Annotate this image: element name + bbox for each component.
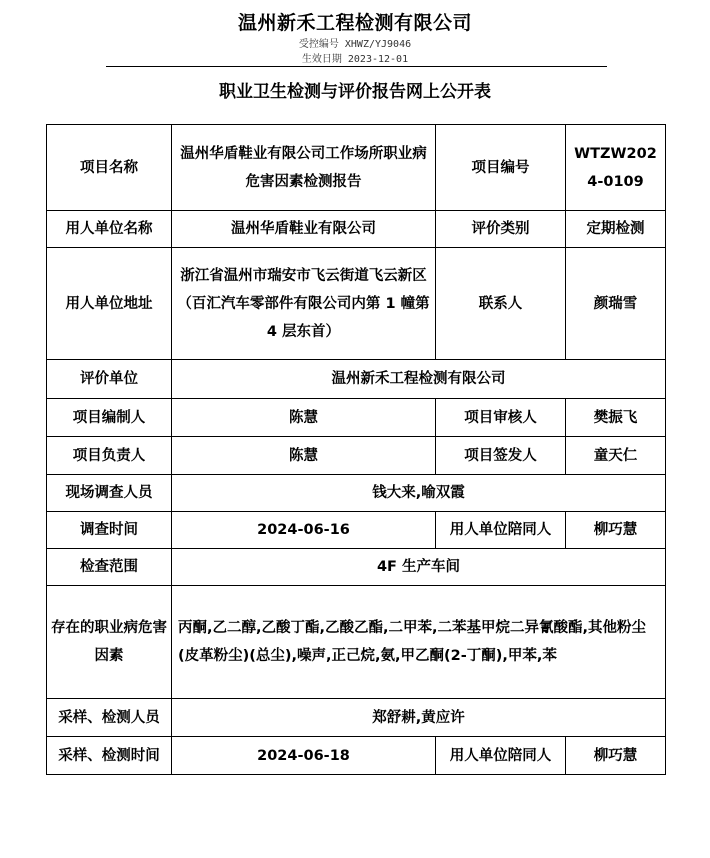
- companion-value: 柳巧慧: [566, 512, 666, 549]
- hazards-label: 存在的职业病危害因素: [47, 586, 172, 699]
- survey-time-value: 2024-06-16: [172, 512, 436, 549]
- table-row: [47, 125, 666, 211]
- table-row: [47, 211, 666, 248]
- table-row: [47, 437, 666, 475]
- contact-value: 颜瑞雪: [566, 248, 666, 360]
- project-name-label: 项目名称: [47, 125, 172, 211]
- company-name: 温州新禾工程检测有限公司: [237, 12, 472, 34]
- surveyors-label: 现场调查人员: [47, 475, 172, 512]
- samplers-label: 采样、检测人员: [47, 699, 172, 737]
- signer-value: 童天仁: [566, 437, 666, 475]
- effective-date: 生效日期 2023-12-01: [301, 54, 409, 65]
- samplers-value: 郑舒耕,黄应许: [172, 699, 666, 737]
- companion2-value: 柳巧慧: [566, 737, 666, 775]
- scope-label: 检查范围: [47, 549, 172, 586]
- reviewer-label: 项目审核人: [436, 399, 566, 437]
- address-value: 浙江省温州市瑞安市飞云街道飞云新区（百汇汽车零部件有限公司内第 1 幢第 4 层东首）: [172, 248, 436, 360]
- survey-time-label: 调查时间: [47, 512, 172, 549]
- table-row: [47, 586, 666, 699]
- scope-value: 4F 生产车间: [172, 549, 666, 586]
- sample-time-value: 2024-06-18: [172, 737, 436, 775]
- eval-type-label: 评价类别: [436, 211, 566, 248]
- table-row: [47, 360, 666, 399]
- table-row: [47, 512, 666, 549]
- reviewer-value: 樊振飞: [566, 399, 666, 437]
- table-row: [47, 399, 666, 437]
- leader-label: 项目负责人: [47, 437, 172, 475]
- companion2-label: 用人单位陪同人: [436, 737, 566, 775]
- eval-type-value: 定期检测: [566, 211, 666, 248]
- header-divider: [106, 66, 607, 67]
- table-row: [47, 737, 666, 775]
- control-number: 受控编号 XHWZ/YJ9046: [298, 39, 412, 50]
- project-name-value: 温州华盾鞋业有限公司工作场所职业病危害因素检测报告: [172, 125, 436, 211]
- document-title: 职业卫生检测与评价报告网上公开表: [219, 82, 491, 102]
- compiler-label: 项目编制人: [47, 399, 172, 437]
- signer-label: 项目签发人: [436, 437, 566, 475]
- leader-value: 陈慧: [172, 437, 436, 475]
- employer-label: 用人单位名称: [47, 211, 172, 248]
- address-label: 用人单位地址: [47, 248, 172, 360]
- table-row: [47, 475, 666, 512]
- compiler-value: 陈慧: [172, 399, 436, 437]
- surveyors-value: 钱大来,喻双霞: [172, 475, 666, 512]
- contact-label: 联系人: [436, 248, 566, 360]
- disclosure-table: [46, 124, 666, 775]
- table-row: [47, 699, 666, 737]
- companion-label: 用人单位陪同人: [436, 512, 566, 549]
- employer-value: 温州华盾鞋业有限公司: [172, 211, 436, 248]
- table-row: [47, 549, 666, 586]
- eval-org-label: 评价单位: [47, 360, 172, 399]
- eval-org-value: 温州新禾工程检测有限公司: [172, 360, 666, 399]
- project-no-value: WTZW2024-0109: [566, 125, 666, 211]
- table-row: [47, 248, 666, 360]
- hazards-value: 丙酮,乙二醇,乙酸丁酯,乙酸乙酯,二甲苯,二苯基甲烷二异氰酸酯,其他粉尘(皮革粉尘)(总尘),噪声,正己烷,氨,甲乙酮(2-丁酮),甲苯,苯: [172, 586, 666, 699]
- sample-time-label: 采样、检测时间: [47, 737, 172, 775]
- project-no-label: 项目编号: [436, 125, 566, 211]
